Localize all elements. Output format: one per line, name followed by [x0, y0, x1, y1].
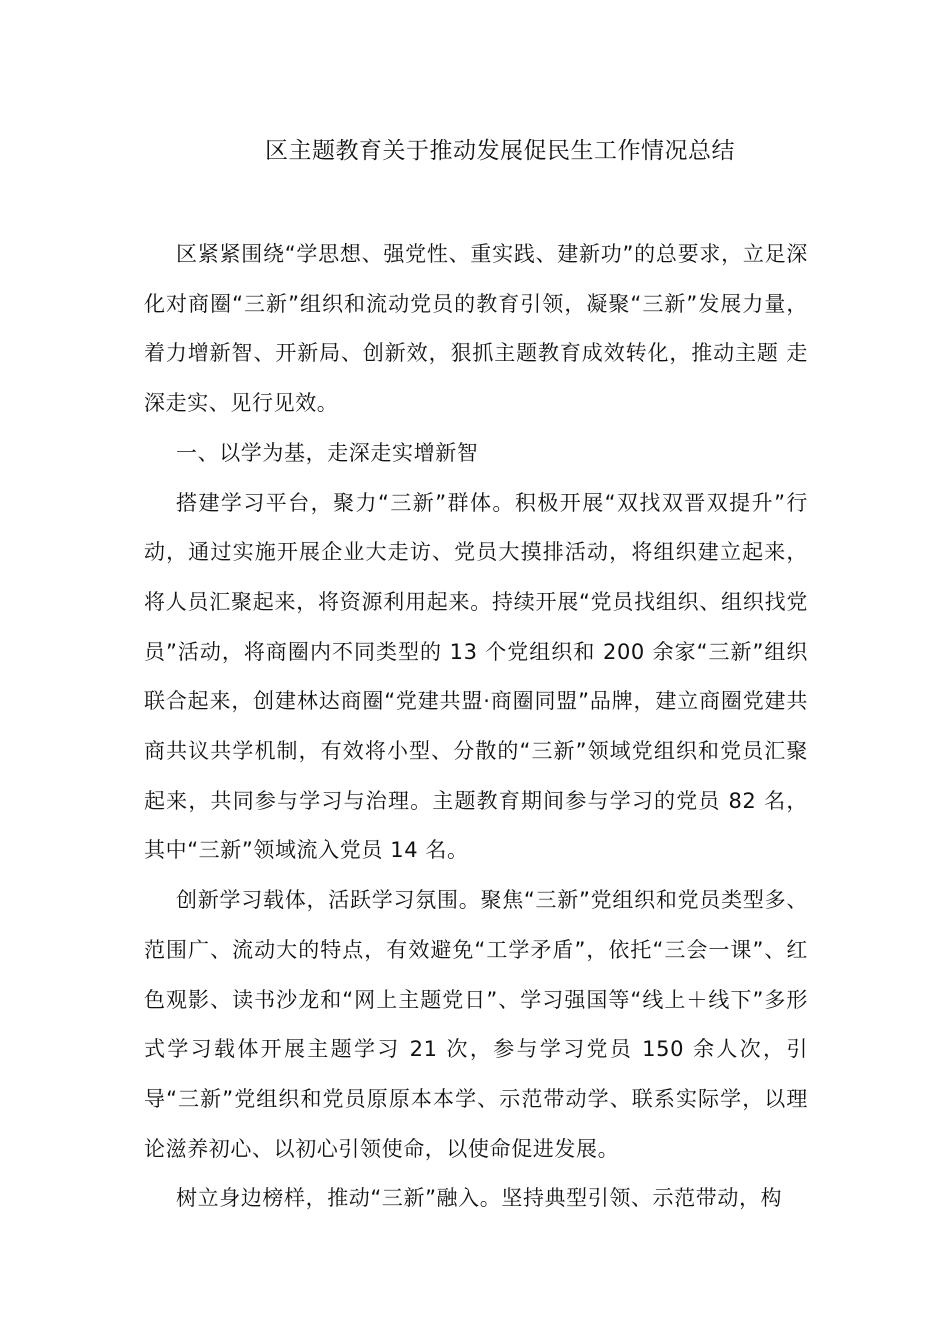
- paragraph-role-models: 树立身边榜样，推动“三新”融入。坚持典型引领、示范带动，构: [176, 1186, 783, 1211]
- document-body: [144, 230, 808, 1224]
- paragraph-intro: 区紧紧围绕“学思想、强党性、重实践、建新功”的总要求，立足深化对商圈“三新”组织和流动党员的教育引领，凝聚“三新”发展力量，着力增新智、开新局、创新效，狠抓主题教育成效转化，推动主题 走深走实、见行见效。: [144, 242, 808, 416]
- paragraph-learning-carrier: 创新学习载体，活跃学习氛围。聚焦“三新”党组织和党员类型多、范围广、流动大的特点，有效避免“工学矛盾”，依托“三会一课”、红色观影、读书沙龙和“网上主题党日”、学习强国等“线上＋线下”多形式学习载体开展主题学习 21 次，参与学习党员 150 余人次，引导“三新”党组织和党员原原本本学、示范带动学、联系实际学，以理论滋养初心、以初心引领使命，以使命促进发展。: [144, 888, 808, 1161]
- paragraph-learning-platform: 搭建学习平台，聚力“三新”群体。积极开展“双找双晋双提升”行动，通过实施开展企业大走访、党员大摸排活动，将组织建立起来，将人员汇聚起来，将资源利用起来。持续开展“党员找组织、组织找党员”活动，将商圈内不同类型的 13 个党组织和 200 余家“三新”组织联合起来，创建林达商圈“党建共盟·商圈同盟”品牌，建立商圈党建共商共议共学机制，有效将小型、分散的“三新”领域党组织和党员汇聚起来，共同参与学习与治理。主题教育期间参与学习的党员 82 名，其中“三新”领域流入党员 14 名。: [144, 490, 808, 863]
- document-title: 区主题教育关于推动发展促民生工作情况总结: [265, 138, 735, 164]
- section-heading-1: 一、以学为基，走深走实增新智: [176, 440, 479, 465]
